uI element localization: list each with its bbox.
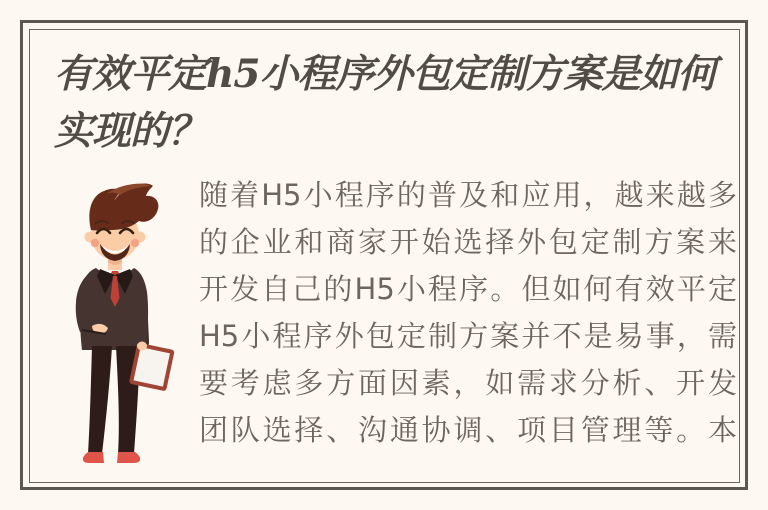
body-line-4: H5小程序外包定制方案并不是易事，需 — [199, 319, 737, 353]
article-title-line-1: 有效平定h5小程序外包定制方案是如何 — [54, 51, 716, 97]
businessman-svg — [50, 180, 198, 472]
body-line-2: 的企业和商家开始选择外包定制方案来 — [199, 225, 737, 259]
body-line-1: 随着H5小程序的普及和应用，越来越多 — [199, 178, 737, 212]
article-title — [54, 46, 736, 160]
body-line-6: 团队选择、沟通协调、项目管理等。本 — [199, 413, 737, 447]
body-line-5: 要考虑多方面因素，如需求分析、开发 — [199, 366, 737, 400]
article-title-line-2: 实现的？ — [54, 108, 207, 154]
article-body — [199, 172, 737, 454]
body-line-3: 开发自己的H5小程序。但如何有效平定 — [199, 272, 737, 306]
businessman-illustration — [50, 180, 198, 472]
